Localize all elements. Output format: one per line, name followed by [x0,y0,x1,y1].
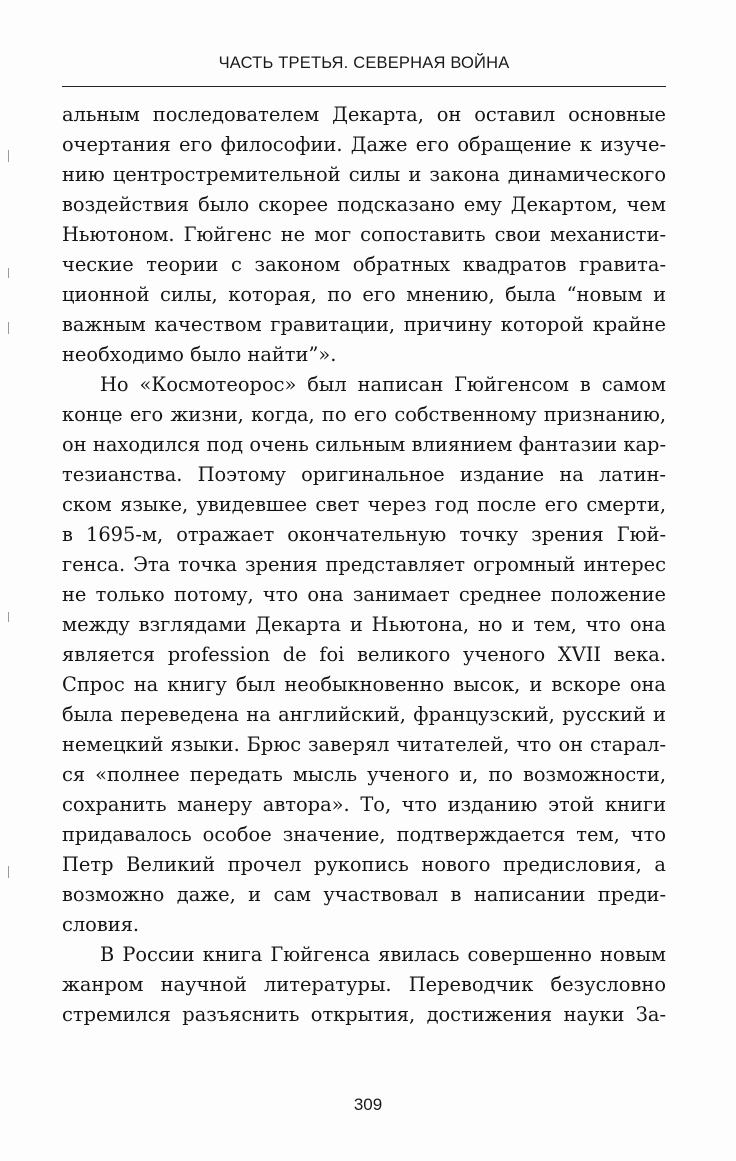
text-line: немецкий языки. Брюс заверял читателей, что он старал- [62,733,666,756]
text-line: очертания его философии. Даже его обращение к изуче- [62,133,666,156]
text-line: в 1695-м, отражает окончательную точку зрения Гюй- [62,523,666,546]
scan-edge-mark [8,268,9,278]
text-line: жанром научной литературы. Переводчик безусловно [62,973,666,996]
text-line: Спрос на книгу был необыкновенно высок, и вскоре она [62,673,666,696]
text-line: конце его жизни, когда, по его собственному признанию, [62,403,666,426]
text-line: альным последователем Декарта, он оставил основные [62,103,666,126]
text-line: ся «полнее передать мысль ученого и, по возможности, [62,763,666,786]
text-line: В России книга Гюйгенса явилась совершенно новым [100,943,666,966]
text-line: нию центростремительной силы и закона динамического [62,163,666,186]
text-line: ческие теории с законом обратных квадратов гравита- [62,253,666,276]
page-number: 309 [353,1095,383,1114]
text-line: не только потому, что она занимает среднее положение [62,583,666,606]
scan-edge-mark [8,612,9,622]
body-text [62,100,666,1030]
text-line: придавалось особое значение, подтверждается тем, что [62,823,666,846]
text-line: он находился под очень сильным влиянием фантазии кар- [62,433,666,456]
text-line: ском языке, увидевшее свет через год после его смерти, [62,493,666,516]
text-line: важным качеством гравитации, причину которой крайне [62,313,666,336]
text-line: ционной силы, которая, по его мнению, была “новым и [62,283,666,306]
text-line: необходимо было найти”». [62,343,337,366]
text-line: словия. [62,913,140,936]
header-rule [62,86,666,87]
text-line: была переведена на английский, французский, русский и [62,703,666,726]
text-line: тезианства. Поэтому оригинальное издание на латин- [62,463,666,486]
scan-edge-mark [8,866,9,878]
text-line: сохранить манеру автора». То, что изданию этой книги [62,793,666,816]
text-line: генса. Эта точка зрения представляет огромный интерес [62,553,666,576]
running-head: ЧАСТЬ ТРЕТЬЯ. СЕВЕРНАЯ ВОЙНА [218,54,510,72]
text-line: стремился разъяснить открытия, достижения науки За- [62,1003,666,1026]
text-line: между взглядами Декарта и Ньютона, но и тем, что она [62,613,666,636]
text-line: Ньютоном. Гюйгенс не мог сопоставить свои механисти- [62,223,666,246]
scan-edge-mark [8,150,9,162]
text-line: возможно даже, и сам участвовал в написании преди- [62,883,666,906]
text-line: Но «Космотеорос» был написан Гюйгенсом в самом [100,373,666,396]
scan-edge-mark [8,322,9,334]
text-line: Петр Великий прочел рукопись нового предисловия, а [62,853,666,876]
text-line: воздействия было скорее подсказано ему Декартом, чем [62,193,666,216]
text-line: является profession de foi великого ученого XVII века. [62,643,666,666]
